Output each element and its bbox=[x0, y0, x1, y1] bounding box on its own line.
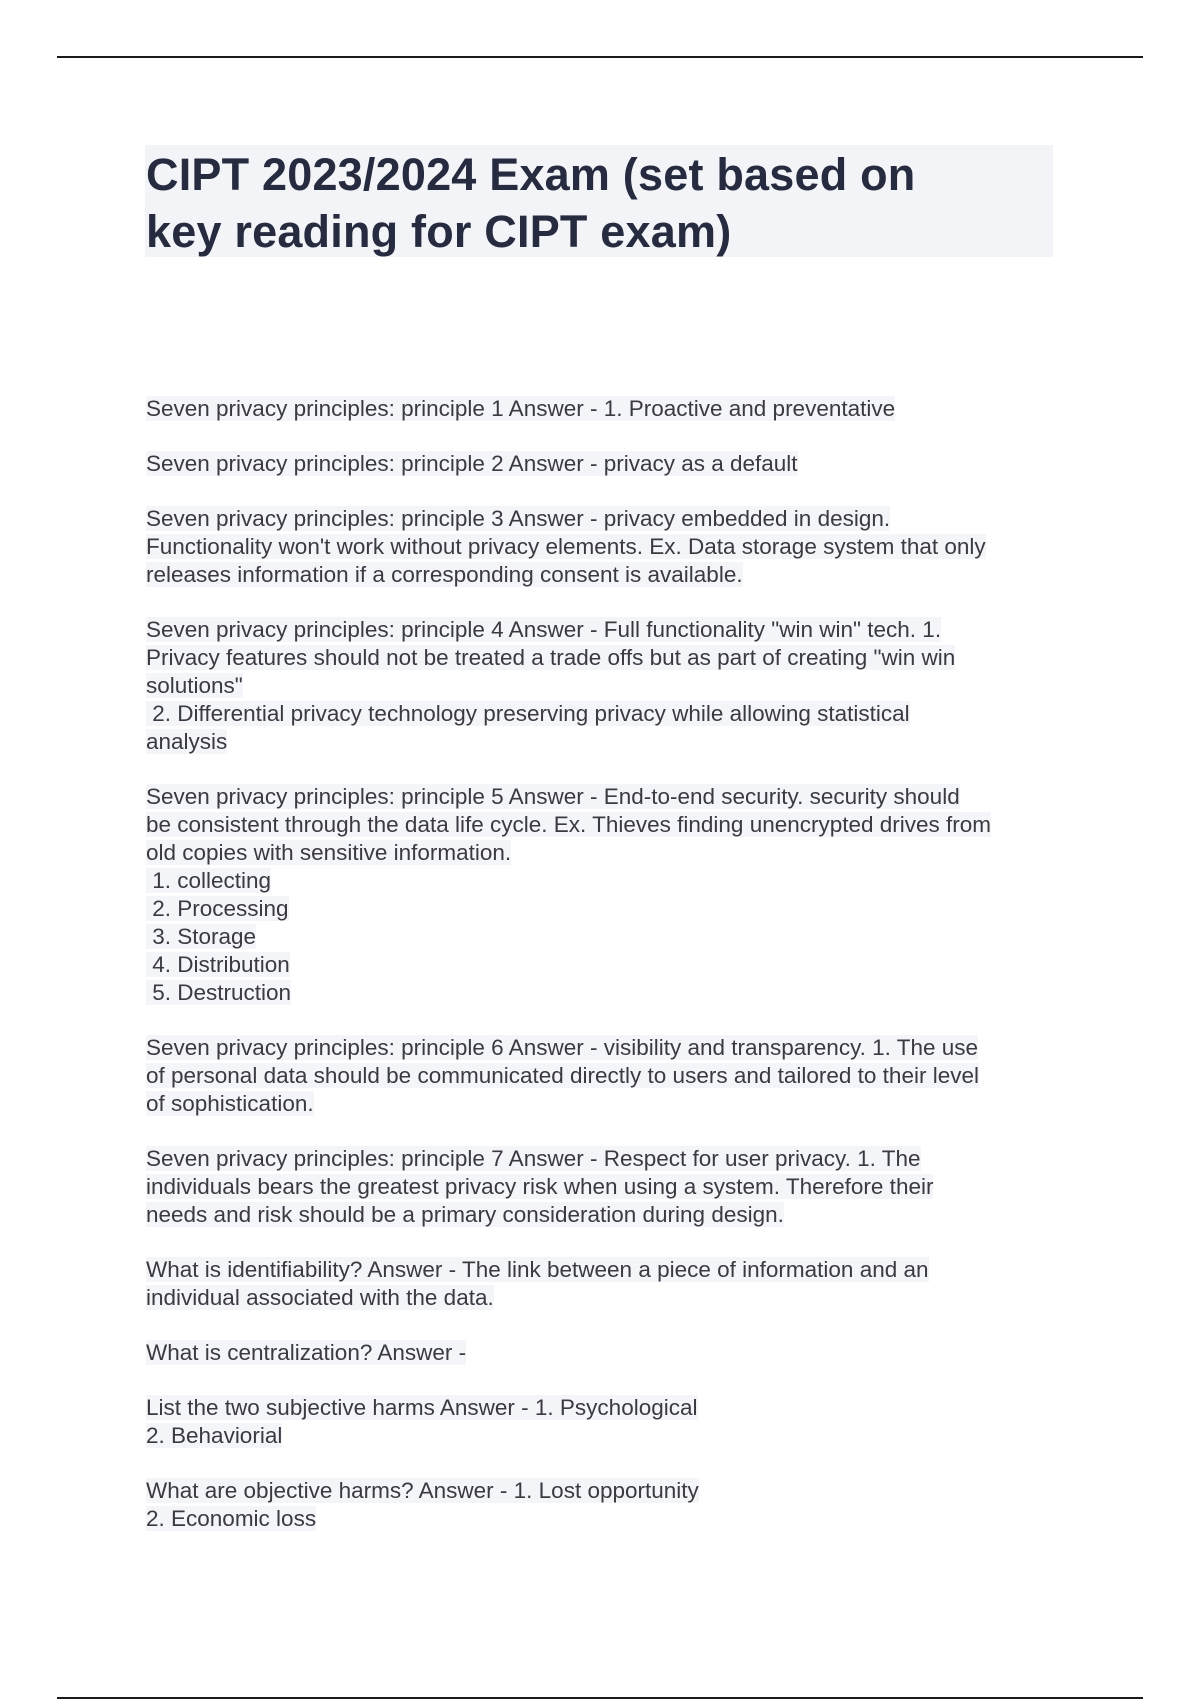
qa-line: 5. Destruction bbox=[146, 980, 292, 1005]
qa-line: analysis bbox=[146, 729, 228, 754]
qa-line: of personal data should be communicated directly to users and tailored to their level bbox=[146, 1063, 979, 1088]
qa-line: 1. collecting bbox=[146, 868, 272, 893]
qa-line: Seven privacy principles: principle 2 Answer - privacy as a default bbox=[146, 451, 798, 476]
qa-line: releases information if a corresponding consent is available. bbox=[146, 562, 743, 587]
header-rule bbox=[57, 56, 1143, 58]
qa-line: Seven privacy principles: principle 6 Answer - visibility and transparency. 1. The use bbox=[146, 1035, 979, 1060]
qa-line: 2. Economic loss bbox=[146, 1506, 317, 1531]
qa-line: What is centralization? Answer - bbox=[146, 1340, 467, 1365]
qa-item bbox=[146, 450, 1056, 478]
qa-line: individuals bears the greatest privacy risk when using a system. Therefore their bbox=[146, 1174, 934, 1199]
qa-item bbox=[146, 1477, 1056, 1533]
qa-line: needs and risk should be a primary consideration during design. bbox=[146, 1202, 784, 1227]
footer-rule bbox=[57, 1697, 1143, 1699]
qa-line: 2. Differential privacy technology preserving privacy while allowing statistical bbox=[146, 701, 910, 726]
qa-line: Seven privacy principles: principle 1 Answer - 1. Proactive and preventative bbox=[146, 396, 896, 421]
qa-item bbox=[146, 1034, 1056, 1118]
qa-line: What are objective harms? Answer - 1. Lost opportunity bbox=[146, 1478, 699, 1503]
qa-line: old copies with sensitive information. bbox=[146, 840, 512, 865]
qa-line: individual associated with the data. bbox=[146, 1285, 494, 1310]
qa-line: 2. Processing bbox=[146, 896, 289, 921]
qa-item bbox=[146, 395, 1056, 423]
page-title bbox=[146, 146, 1046, 260]
qa-line: List the two subjective harms Answer - 1. Psychological bbox=[146, 1395, 698, 1420]
qa-item bbox=[146, 1145, 1056, 1229]
qa-line: 4. Distribution bbox=[146, 952, 290, 977]
qa-line: be consistent through the data life cycle. Ex. Thieves finding unencrypted drives from bbox=[146, 812, 992, 837]
qa-line: Seven privacy principles: principle 5 Answer - End-to-end security. security should bbox=[146, 784, 960, 809]
qa-item bbox=[146, 1394, 1056, 1450]
qa-item bbox=[146, 1339, 1056, 1367]
qa-line: Privacy features should not be treated a trade offs but as part of creating "win win bbox=[146, 645, 956, 670]
qa-line: Seven privacy principles: principle 7 Answer - Respect for user privacy. 1. The bbox=[146, 1146, 921, 1171]
qa-list bbox=[146, 395, 1056, 1560]
page-title-line: key reading for CIPT exam) bbox=[146, 206, 732, 257]
qa-line: Seven privacy principles: principle 4 Answer - Full functionality "win win" tech. 1. bbox=[146, 617, 942, 642]
qa-line: 3. Storage bbox=[146, 924, 257, 949]
qa-item bbox=[146, 616, 1056, 756]
qa-line: 2. Behaviorial bbox=[146, 1423, 283, 1448]
page-title-line: CIPT 2023/2024 Exam (set based on bbox=[146, 149, 916, 200]
qa-line: solutions" bbox=[146, 673, 243, 698]
qa-line: of sophistication. bbox=[146, 1091, 314, 1116]
qa-item bbox=[146, 505, 1056, 589]
qa-item bbox=[146, 783, 1056, 1007]
qa-line: What is identifiability? Answer - The link between a piece of information and an bbox=[146, 1257, 929, 1282]
qa-item bbox=[146, 1256, 1056, 1312]
qa-line: Seven privacy principles: principle 3 Answer - privacy embedded in design. bbox=[146, 506, 891, 531]
qa-line: Functionality won't work without privacy elements. Ex. Data storage system that only bbox=[146, 534, 986, 559]
